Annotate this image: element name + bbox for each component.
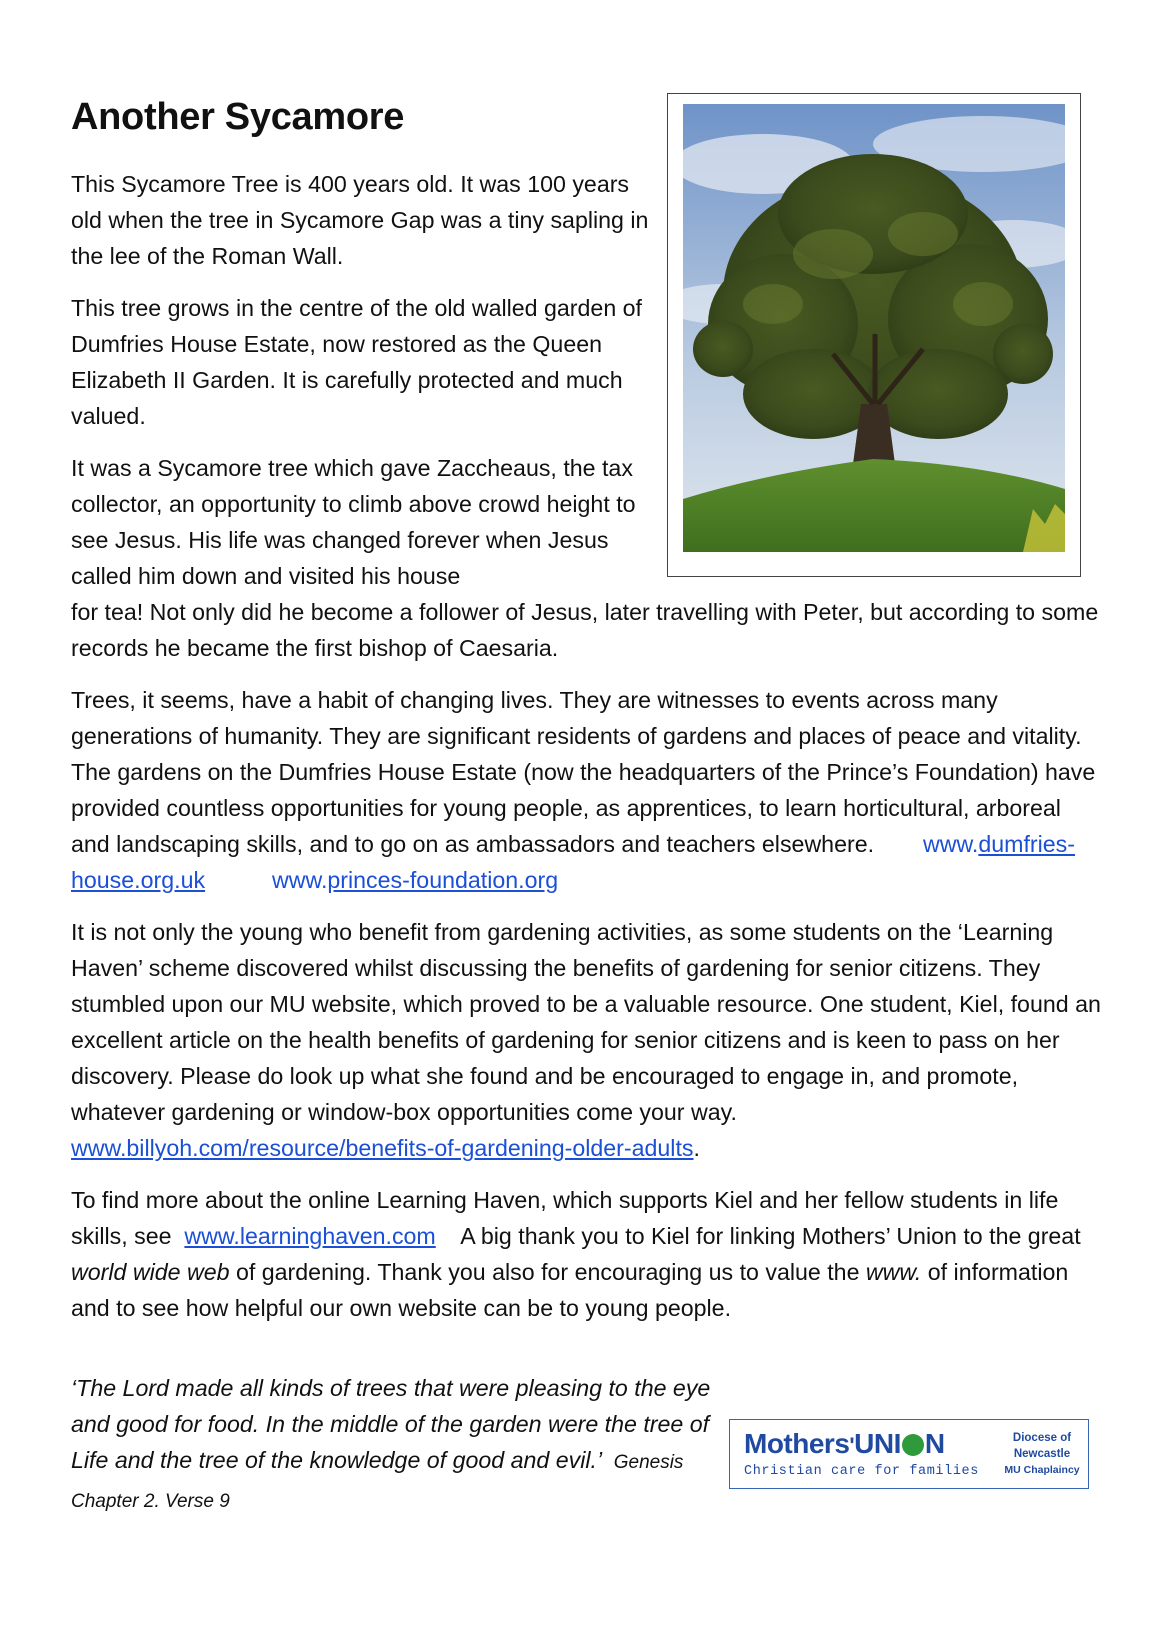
quote-reference: Genesis Chapter 2. Verse 9 xyxy=(71,1452,684,1512)
link-text: dumfries-house.org.uk xyxy=(71,831,1075,893)
logo-word-union-end: N xyxy=(924,1428,945,1459)
globe-icon xyxy=(902,1434,924,1456)
logo-word-union: UNI xyxy=(854,1428,901,1459)
paragraph-5-text: It is not only the young who benefit from gardening activities, as some students on the ‘Learning Haven’ scheme discovered whilst discussing the benefits of gardening for senior citizens. They stumbled upon our MU website, which proved to be a valuable resource. One student, Kiel, found an excellent article on the health benefits of gardening for senior citizens and is keen to pass on her discovery. Please do look up what she found and be encouraged to engage in, and promote, whatever gardening or window-box opportunities come your way. xyxy=(71,919,1101,1125)
link-prefix: www. xyxy=(922,831,979,857)
paragraph-6-start: To find more about the online Learning Haven, which supports Kiel and her fellow students in life skills, see xyxy=(71,1187,1059,1249)
quote-text: ‘The Lord made all kinds of trees that were pleasing to the eye and good for food. In the middle of the garden were the tree of Life and the tree of the knowledge of good and evil.’ xyxy=(71,1375,711,1473)
logo-tagline: Christian care for families xyxy=(744,1464,979,1479)
billyoh-link[interactable] xyxy=(71,1135,694,1161)
logo-wordmark: Mothers'UNI N xyxy=(744,1428,945,1459)
paragraph-4 xyxy=(71,682,1101,898)
paragraph-2: This tree grows in the centre of the old walled garden of Dumfries House Estate, now restored as the Queen Elizabeth II Garden. It is carefully protected and much valued. xyxy=(71,295,642,429)
princes-foundation-link[interactable] xyxy=(272,867,558,893)
link-prefix: www. xyxy=(271,867,328,893)
paragraph-4-text: Trees, it seems, have a habit of changing lives. They are witnesses to events across many generations of humanity. They are significant residents of gardens and places of peace and vitality. The gardens on the Dumfries House Estate (now the headquarters of the Prince’s Foundation) have provided countless opportunities for young people, as apprentices, to learn horticultural, arboreal and landscaping skills, and to go on as ambassadors and teachers elsewhere. xyxy=(71,687,1096,857)
link-text: princes-foundation.org xyxy=(327,867,559,893)
paragraph-6-mid: A big thank you to Kiel for linking Mothers’ Union to the great xyxy=(460,1223,1081,1249)
bible-quote xyxy=(71,1370,711,1520)
page-title: Another Sycamore xyxy=(71,96,405,138)
paragraph-6 xyxy=(71,1182,1101,1326)
article-body xyxy=(71,166,1101,1326)
logo-diocese xyxy=(997,1430,1087,1478)
paragraph-1: This Sycamore Tree is 400 years old. It was 100 years old when the tree in Sycamore Gap was a tiny sapling in the lee of the Roman Wall. xyxy=(71,171,649,269)
logo-diocese-line: MU Chaplaincy xyxy=(1004,1464,1080,1476)
paragraph-6-end: of information and to see how helpful our own website can be to young people. xyxy=(71,1259,1069,1321)
learninghaven-link[interactable] xyxy=(178,1223,436,1249)
link-text: www.billyoh.com/resource/benefits-of-gardening-older-adults xyxy=(71,1135,694,1161)
mothers-union-logo xyxy=(729,1419,1089,1489)
paragraph-5 xyxy=(71,914,1101,1166)
logo-diocese-line: Diocese of xyxy=(1012,1432,1072,1444)
paragraph-6-mid2: of gardening. Thank you also for encouraging us to value the xyxy=(235,1259,860,1285)
logo-word-mothers: Mothers xyxy=(744,1428,850,1459)
logo-diocese-line: Newcastle xyxy=(1013,1448,1071,1460)
paragraph-5-end: . xyxy=(693,1135,700,1161)
paragraph-6-emphasis-2: www. xyxy=(865,1259,922,1285)
paragraph-3-end: for tea! Not only did he become a follower of Jesus, later travelling with Peter, but according to some records he became the first bishop of Caesaria. xyxy=(71,599,1099,661)
link-text: www.learninghaven.com xyxy=(184,1223,436,1249)
paragraph-6-emphasis-1: world wide web xyxy=(71,1259,230,1285)
paragraph-3-start: It was a Sycamore tree which gave Zaccheaus, the tax collector, an opportunity to climb above crowd height to see Jesus. His life was changed forever when Jesus called him down and visited his house xyxy=(71,455,636,589)
